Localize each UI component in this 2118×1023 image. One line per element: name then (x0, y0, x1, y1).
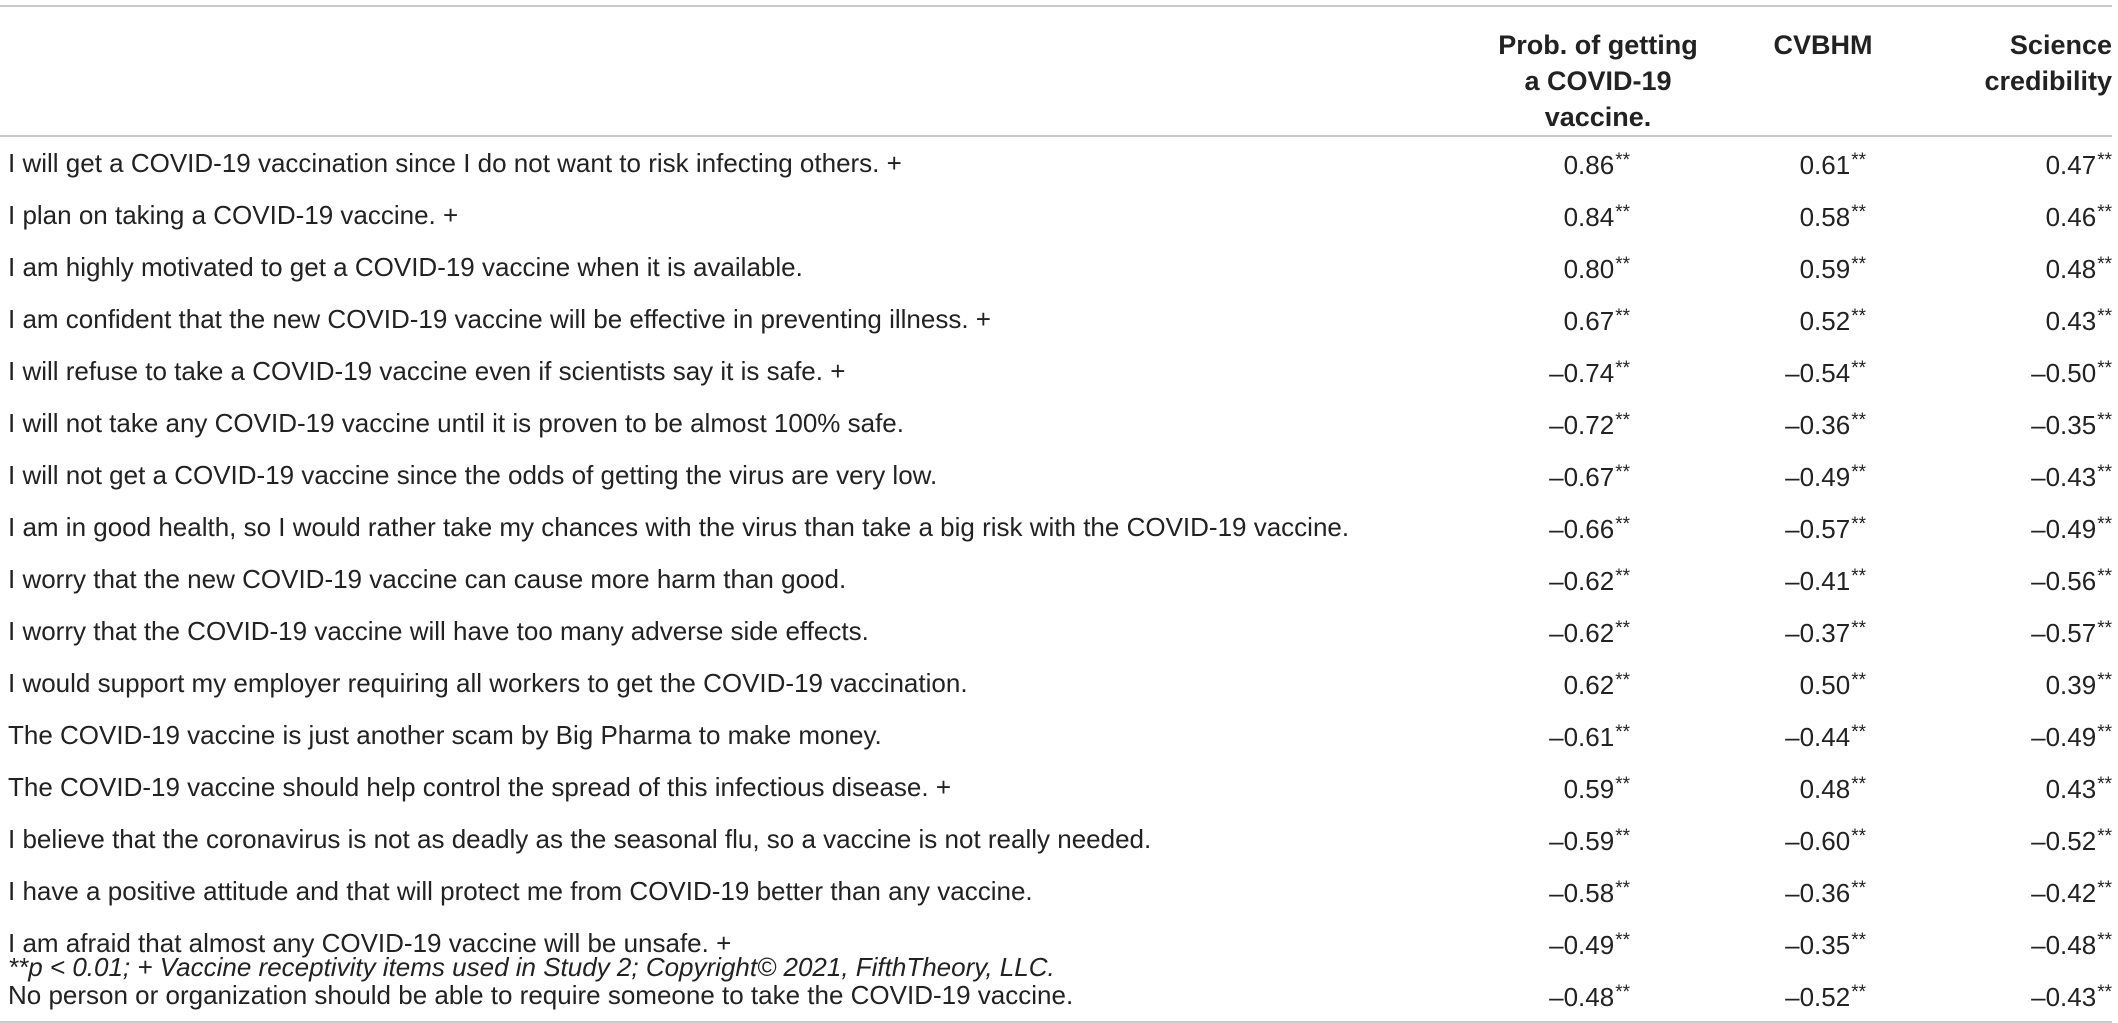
row-item-text: No person or organization should be able to require someone to take the COVID-19 vaccine. (0, 969, 1438, 1022)
significance-marker: ** (1615, 202, 1630, 223)
significance-marker: ** (1851, 410, 1866, 431)
cell-value: –0.54 (1785, 358, 1851, 388)
table-row (0, 709, 2112, 761)
cell-value: 0.80 (1563, 254, 1615, 284)
cell-value: 0.67 (1563, 306, 1615, 336)
table-row (0, 397, 2112, 449)
cell-cvbhm (1698, 345, 1918, 397)
table-body (0, 136, 2112, 1022)
row-item-text: I worry that the new COVID-19 vaccine can cause more harm than good. (8, 563, 847, 594)
cell-science (1918, 761, 2112, 813)
significance-marker: ** (1615, 410, 1630, 431)
cell-science (1918, 813, 2112, 865)
significance-marker: ** (1851, 982, 1866, 1003)
significance-marker: ** (1851, 306, 1866, 327)
cell-cvbhm (1698, 501, 1918, 553)
cell-value: –0.49 (2031, 722, 2097, 752)
header-row (0, 6, 2112, 136)
cell-science (1918, 397, 2112, 449)
cell-science (1918, 657, 2112, 709)
cell-prob (1438, 865, 1698, 917)
significance-marker: ** (2097, 358, 2112, 379)
row-item-text: The COVID-19 vaccine should help control the spread of this infectious disease. + (8, 771, 952, 802)
cell-value: –0.66 (1549, 514, 1615, 544)
row-item-text: I believe that the coronavirus is not as deadly as the seasonal flu, so a vaccine is not really needed. (8, 823, 1152, 854)
row-item-text: I will not get a COVID-19 vaccine since the odds of getting the virus are very low. (8, 459, 938, 490)
table-row (0, 449, 2112, 501)
cell-cvbhm (1698, 449, 1918, 501)
significance-marker: ** (2097, 670, 2112, 691)
cell-value: –0.57 (1785, 514, 1851, 544)
cell-value: –0.56 (2031, 566, 2097, 596)
cell-prob (1438, 657, 1698, 709)
row-item-text: I will refuse to take a COVID-19 vaccine even if scientists say it is safe. + (8, 355, 846, 386)
row-item-text: I have a positive attitude and that will protect me from COVID-19 better than any vaccine. (8, 875, 1033, 906)
cell-value: –0.62 (1549, 618, 1615, 648)
cell-cvbhm (1698, 657, 1918, 709)
header-science: Science credibility (1984, 30, 2112, 96)
significance-marker: ** (1615, 722, 1630, 743)
cell-science (1918, 605, 2112, 657)
cell-science (1918, 345, 2112, 397)
cell-prob (1438, 605, 1698, 657)
cell-science (1918, 865, 2112, 917)
cell-value: –0.36 (1785, 410, 1851, 440)
cell-prob (1438, 241, 1698, 293)
cell-value: 0.61 (1799, 150, 1851, 180)
cell-prob (1438, 761, 1698, 813)
significance-marker: ** (1851, 254, 1866, 275)
cell-value: –0.37 (1785, 618, 1851, 648)
row-item-text: I plan on taking a COVID-19 vaccine. + (8, 199, 459, 230)
cell-value: –0.35 (1785, 930, 1851, 960)
cell-value: 0.52 (1799, 306, 1851, 336)
cell-value: 0.59 (1563, 774, 1615, 804)
cell-value: 0.50 (1799, 670, 1851, 700)
significance-marker: ** (2097, 462, 2112, 483)
cell-cvbhm (1698, 917, 1918, 969)
cell-science (1918, 293, 2112, 345)
cell-science (1918, 501, 2112, 553)
cell-value: –0.50 (2031, 358, 2097, 388)
cell-prob (1438, 189, 1698, 241)
cell-value: 0.62 (1563, 670, 1615, 700)
table-row (0, 605, 2112, 657)
significance-marker: ** (2097, 150, 2112, 171)
significance-marker: ** (1615, 774, 1630, 795)
cell-value: –0.67 (1549, 462, 1615, 492)
cell-value: 0.46 (2045, 202, 2097, 232)
table-row (0, 136, 2112, 189)
significance-marker: ** (2097, 982, 2112, 1003)
cell-value: –0.49 (1549, 930, 1615, 960)
cell-science (1918, 917, 2112, 969)
table-row (0, 865, 2112, 917)
cell-value: –0.42 (2031, 878, 2097, 908)
significance-marker: ** (1851, 826, 1866, 847)
table-row (0, 553, 2112, 605)
cell-value: 0.39 (2045, 670, 2097, 700)
cell-prob (1438, 293, 1698, 345)
table-row (0, 189, 2112, 241)
cell-value: –0.52 (2031, 826, 2097, 856)
cell-science (1918, 553, 2112, 605)
header-cvbhm: CVBHM (1773, 30, 1873, 60)
significance-marker: ** (2097, 774, 2112, 795)
cell-value: –0.48 (1549, 982, 1615, 1012)
cell-cvbhm (1698, 553, 1918, 605)
table-row (0, 293, 2112, 345)
cell-science (1918, 189, 2112, 241)
row-item-text: I am in good health, so I would rather take my chances with the virus than take a big risk with the COVID-19 vaccine. (8, 511, 1350, 542)
cell-value: 0.48 (2045, 254, 2097, 284)
cell-prob (1438, 813, 1698, 865)
significance-marker: ** (1851, 878, 1866, 899)
cell-prob (1438, 501, 1698, 553)
cell-value: 0.58 (1799, 202, 1851, 232)
significance-marker: ** (1851, 462, 1866, 483)
header-item (0, 6, 1438, 136)
cell-cvbhm (1698, 605, 1918, 657)
cell-value: 0.84 (1563, 202, 1615, 232)
row-item-text: The COVID-19 vaccine is just another scam by Big Pharma to make money. (8, 719, 882, 750)
table-row (0, 813, 2112, 865)
significance-marker: ** (2097, 878, 2112, 899)
row-item-text: I am confident that the new COVID-19 vaccine will be effective in preventing illness. + (8, 303, 991, 334)
table-row (0, 345, 2112, 397)
significance-marker: ** (1851, 566, 1866, 587)
significance-marker: ** (1851, 358, 1866, 379)
table-row (0, 241, 2112, 293)
cell-cvbhm (1698, 397, 1918, 449)
cell-value: –0.59 (1549, 826, 1615, 856)
table-row (0, 501, 2112, 553)
significance-marker: ** (2097, 202, 2112, 223)
cell-cvbhm (1698, 136, 1918, 189)
significance-marker: ** (2097, 514, 2112, 535)
significance-marker: ** (2097, 930, 2112, 951)
row-item-text: I will not take any COVID-19 vaccine until it is proven to be almost 100% safe. (8, 407, 904, 438)
header-prob: Prob. of getting a COVID-19 vaccine. (1498, 30, 1698, 132)
cell-science (1918, 449, 2112, 501)
significance-marker: ** (2097, 618, 2112, 639)
cell-cvbhm (1698, 969, 1918, 1022)
cell-value: 0.43 (2045, 306, 2097, 336)
significance-marker: ** (1615, 306, 1630, 327)
cell-value: –0.49 (1785, 462, 1851, 492)
cell-value: –0.49 (2031, 514, 2097, 544)
significance-marker: ** (1615, 566, 1630, 587)
cell-cvbhm (1698, 189, 1918, 241)
significance-marker: ** (2097, 722, 2112, 743)
cell-value: –0.36 (1785, 878, 1851, 908)
significance-marker: ** (1851, 774, 1866, 795)
row-item-text: I am afraid that almost any COVID-19 vaccine will be unsafe. + (8, 927, 732, 958)
cell-science (1918, 136, 2112, 189)
cell-value: –0.52 (1785, 982, 1851, 1012)
significance-marker: ** (1615, 982, 1630, 1003)
significance-marker: ** (2097, 566, 2112, 587)
cell-cvbhm (1698, 865, 1918, 917)
significance-marker: ** (1615, 462, 1630, 483)
significance-marker: ** (1615, 358, 1630, 379)
significance-marker: ** (2097, 254, 2112, 275)
cell-value: –0.43 (2031, 982, 2097, 1012)
significance-marker: ** (1851, 150, 1866, 171)
cell-value: –0.62 (1549, 566, 1615, 596)
cell-prob (1438, 969, 1698, 1022)
significance-marker: ** (1615, 618, 1630, 639)
significance-marker: ** (1615, 878, 1630, 899)
row-item-text: I worry that the COVID-19 vaccine will have too many adverse side effects. (8, 615, 869, 646)
significance-marker: ** (1851, 202, 1866, 223)
cell-value: 0.59 (1799, 254, 1851, 284)
cell-value: –0.58 (1549, 878, 1615, 908)
table-row (0, 657, 2112, 709)
cell-value: –0.72 (1549, 410, 1615, 440)
cell-prob (1438, 449, 1698, 501)
cell-science (1918, 709, 2112, 761)
cell-value: –0.48 (2031, 930, 2097, 960)
table-footnote: **p < 0.01; + Vaccine receptivity items used in Study 2; Copyright© 2021, FifthTheory, LLC. (8, 952, 1055, 982)
significance-marker: ** (1851, 514, 1866, 535)
cell-prob (1438, 553, 1698, 605)
correlation-table (0, 5, 2112, 1023)
cell-cvbhm (1698, 761, 1918, 813)
cell-cvbhm (1698, 813, 1918, 865)
row-item-text: I am highly motivated to get a COVID-19 vaccine when it is available. (8, 251, 803, 282)
significance-marker: ** (1615, 826, 1630, 847)
cell-prob (1438, 917, 1698, 969)
significance-marker: ** (2097, 306, 2112, 327)
significance-marker: ** (1851, 670, 1866, 691)
cell-value: 0.86 (1563, 150, 1615, 180)
row-item-text: I will get a COVID-19 vaccination since I do not want to risk infecting others. + (8, 147, 902, 178)
cell-value: 0.47 (2045, 150, 2097, 180)
significance-marker: ** (1851, 618, 1866, 639)
row-item-text: I would support my employer requiring all workers to get the COVID-19 vaccination. (8, 667, 968, 698)
cell-cvbhm (1698, 293, 1918, 345)
cell-prob (1438, 345, 1698, 397)
cell-value: 0.48 (1799, 774, 1851, 804)
significance-marker: ** (1851, 930, 1866, 951)
significance-marker: ** (1615, 670, 1630, 691)
cell-value: –0.74 (1549, 358, 1615, 388)
cell-value: –0.41 (1785, 566, 1851, 596)
cell-value: –0.35 (2031, 410, 2097, 440)
cell-prob (1438, 397, 1698, 449)
cell-value: –0.57 (2031, 618, 2097, 648)
significance-marker: ** (1851, 722, 1866, 743)
significance-marker: ** (1615, 930, 1630, 951)
cell-value: –0.61 (1549, 722, 1615, 752)
cell-value: –0.43 (2031, 462, 2097, 492)
cell-value: 0.43 (2045, 774, 2097, 804)
cell-cvbhm (1698, 241, 1918, 293)
significance-marker: ** (1615, 150, 1630, 171)
cell-prob (1438, 136, 1698, 189)
cell-value: –0.44 (1785, 722, 1851, 752)
table-row (0, 761, 2112, 813)
cell-science (1918, 969, 2112, 1022)
significance-marker: ** (2097, 826, 2112, 847)
cell-value: –0.60 (1785, 826, 1851, 856)
cell-science (1918, 241, 2112, 293)
significance-marker: ** (2097, 410, 2112, 431)
significance-marker: ** (1615, 514, 1630, 535)
significance-marker: ** (1615, 254, 1630, 275)
cell-prob (1438, 709, 1698, 761)
cell-cvbhm (1698, 709, 1918, 761)
